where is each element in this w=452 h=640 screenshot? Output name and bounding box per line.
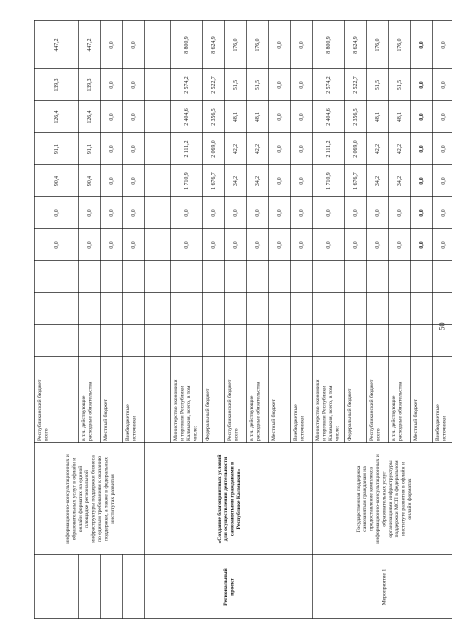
value-cell: 48,1	[375, 111, 382, 123]
value-cell: 0,0	[441, 81, 448, 89]
cell-text-line: Министерство экономики	[315, 379, 322, 441]
value-cell: 51,5	[233, 79, 240, 91]
cell-text-line: поддержки, а также в федеральных	[103, 457, 110, 541]
measure-description	[64, 454, 116, 544]
value-cell: 0,0	[87, 241, 94, 249]
cell-text-line: Федеральный бюджет	[205, 388, 212, 441]
cell-text-line: Федеральный бюджет	[347, 388, 354, 441]
value-cell: 0,0	[441, 113, 448, 121]
value-cell: 0,0	[277, 81, 284, 89]
value-cell: 0,0	[299, 209, 306, 217]
value-cell: 176,0	[233, 38, 240, 52]
value-cell: 0,0	[131, 41, 138, 49]
value-cell: 2 111,2	[326, 140, 333, 158]
value-cell: 0,0	[184, 209, 191, 217]
value-cell: 0,0	[109, 209, 116, 217]
value-cell: 42,2	[397, 143, 404, 155]
value-cell: 0,0	[397, 241, 404, 249]
value-cell: 51,5	[397, 79, 404, 91]
value-cell: 0,0	[255, 209, 262, 217]
value-cell: 0,0	[277, 241, 284, 249]
value-cell: 2 111,2	[184, 140, 191, 158]
value-cell: 51,5	[375, 79, 382, 91]
cell-text-line: Внебюджетные	[435, 404, 442, 441]
cell-text-line: всего	[375, 428, 382, 441]
value-cell: 139,3	[87, 78, 94, 92]
measure-description	[216, 454, 242, 544]
value-cell: 91,1	[54, 143, 61, 155]
value-cell: 0,0	[299, 41, 306, 49]
value-cell: 42,2	[233, 143, 240, 155]
value-cell: 0,0	[131, 177, 138, 185]
value-cell: 0,0	[419, 145, 426, 153]
value-cell: 34,2	[255, 175, 262, 187]
cell-text-line: Государственная поддержка	[355, 465, 362, 533]
cell-text-line: и торговли Республики	[179, 385, 186, 441]
cell-text-line: проект	[229, 578, 236, 596]
value-cell: 0,0	[109, 241, 116, 249]
value-cell: 126,4	[87, 110, 94, 124]
row-group-label	[381, 569, 387, 606]
value-cell: 447,2	[87, 38, 94, 52]
cell-text-line: источники	[131, 415, 138, 441]
value-cell: 176,0	[397, 38, 404, 52]
value-cell: 8 624,9	[353, 36, 360, 54]
value-cell: 0,0	[184, 241, 191, 249]
value-cell: 0,0	[277, 177, 284, 185]
value-cell: 0,0	[419, 113, 426, 121]
value-cell: 0,0	[441, 241, 448, 249]
cell-text-line: для осуществления деятельности	[223, 456, 230, 542]
cell-text-line: Местный бюджет	[413, 399, 420, 441]
value-cell: 34,2	[233, 175, 240, 187]
cell-text-line: в т.ч. действующие	[249, 395, 256, 441]
cell-text-line: «Создание благоприятных условий	[216, 454, 223, 544]
value-cell: 0,0	[419, 209, 426, 217]
cell-text-line: предоставление комплекса	[368, 467, 375, 531]
value-cell: 0,0	[299, 241, 306, 249]
value-cell: 176,0	[375, 38, 382, 52]
cell-text-line: онлайн форматах	[407, 478, 413, 520]
funding-source	[173, 380, 198, 441]
value-cell: 2 069,0	[211, 140, 218, 158]
value-cell: 0,0	[87, 209, 94, 217]
value-cell: 0,0	[233, 209, 240, 217]
cell-text-line: Республиканский бюджет	[227, 379, 234, 441]
cell-text-line: институтах развития	[109, 474, 116, 524]
value-cell: 0,0	[441, 145, 448, 153]
cell-text-line: поддержки МСП в федеральном	[394, 460, 401, 538]
cell-text-line: образовательных услуг	[381, 471, 388, 527]
cell-text-line: числе:	[192, 425, 199, 441]
cell-text-line: в т.ч. действующие	[81, 395, 88, 441]
cell-text-line: самозанятыми гражданами в	[229, 461, 236, 537]
value-cell: 176,0	[255, 38, 262, 52]
cell-text-line: расходные обязательства	[397, 381, 404, 441]
value-cell: 2 356,5	[211, 108, 218, 126]
value-cell: 0,0	[109, 145, 116, 153]
value-cell: 0,0	[131, 145, 138, 153]
funding-source	[412, 399, 419, 441]
value-cell: 0,0	[131, 209, 138, 217]
funding-source	[80, 381, 93, 441]
value-cell: 0,0	[375, 241, 382, 249]
cell-text-line: Мероприятие 1	[381, 568, 388, 606]
cell-text-line: Республиканский бюджет	[369, 379, 376, 441]
value-cell: 0,0	[419, 241, 426, 249]
value-cell: 0,0	[109, 113, 116, 121]
value-cell: 34,2	[397, 175, 404, 187]
value-cell: 0,0	[353, 209, 360, 217]
value-cell: 0,0	[109, 81, 116, 89]
cell-text-line: в т.ч. действующие	[391, 395, 398, 441]
value-cell: 90,4	[87, 175, 94, 187]
value-cell: 1 710,9	[326, 172, 333, 190]
cell-text-line: Внебюджетные	[293, 404, 300, 441]
cell-text-line: Внебюджетные	[125, 404, 132, 441]
funding-source	[292, 404, 305, 441]
value-cell: 90,4	[54, 175, 61, 187]
value-cell: 0,0	[419, 177, 426, 185]
value-cell: 42,2	[255, 143, 262, 155]
value-cell: 2 069,0	[353, 140, 360, 158]
funding-source	[390, 381, 403, 441]
value-cell: 2 574,2	[184, 76, 191, 94]
value-cell: 2 522,7	[211, 76, 218, 94]
value-cell: 42,2	[375, 143, 382, 155]
value-cell: 51,5	[255, 79, 262, 91]
cell-text-line: Местный бюджет	[271, 399, 278, 441]
value-cell: 0,0	[233, 241, 240, 249]
cell-text-line: источники	[441, 415, 448, 441]
measure-description	[356, 454, 413, 544]
value-cell: 1 676,7	[211, 172, 218, 190]
cell-text-line: институте развития в офлайн и	[400, 462, 407, 536]
value-cell: 2 404,6	[184, 108, 191, 126]
value-cell: 2 522,7	[353, 76, 360, 94]
value-cell: 0,0	[353, 241, 360, 249]
cell-text-line: организациями инфраструктуры	[387, 460, 394, 538]
value-cell: 0,0	[211, 209, 218, 217]
value-cell: 0,0	[131, 241, 138, 249]
cell-text-line: по единым требованиям к оказанию	[97, 456, 103, 542]
funding-source	[346, 388, 353, 441]
value-cell: 48,1	[255, 111, 262, 123]
value-cell: 0,0	[211, 241, 218, 249]
funding-source	[124, 404, 137, 441]
cell-text-line: Республике Калмыкия»	[236, 468, 242, 530]
cell-text-line: числе:	[334, 425, 341, 441]
funding-source	[434, 404, 447, 441]
value-cell: 0,0	[255, 241, 262, 249]
value-cell: 0,0	[109, 41, 116, 49]
value-cell: 0,0	[277, 113, 284, 121]
value-cell: 0,0	[277, 209, 284, 217]
funding-source	[226, 379, 239, 441]
cell-text-line: инфраструктуры поддержки бизнеса	[90, 455, 97, 543]
value-cell: 0,0	[419, 81, 426, 89]
funding-source	[36, 379, 49, 441]
cell-text-line: Министерство экономики	[173, 379, 180, 441]
value-cell: 0,0	[441, 177, 448, 185]
cell-text-line: всего	[43, 428, 50, 441]
value-cell: 0,0	[54, 241, 61, 249]
value-cell: 0,0	[277, 145, 284, 153]
value-cell: 0,0	[441, 209, 448, 217]
value-cell: 0,0	[326, 241, 333, 249]
value-cell: 34,2	[375, 175, 382, 187]
value-cell: 0,0	[326, 209, 333, 217]
value-cell: 139,3	[54, 78, 61, 92]
value-cell: 0,0	[419, 41, 426, 49]
cell-text-line: Калмыкия, всего, в том	[185, 385, 192, 441]
value-cell: 0,0	[375, 209, 382, 217]
value-cell: 8 800,9	[184, 36, 191, 54]
cell-text-line: источники	[299, 415, 306, 441]
funding-source	[248, 381, 261, 441]
value-cell: 0,0	[299, 113, 306, 121]
value-cell: 0,0	[299, 81, 306, 89]
cell-text-line: информационно-консультационных и	[65, 454, 71, 544]
value-cell: 126,4	[54, 110, 61, 124]
funding-source	[102, 399, 109, 441]
funding-source	[204, 388, 211, 441]
cell-text-line: всего	[233, 428, 240, 441]
value-cell: 0,0	[54, 209, 61, 217]
cell-text-line: расходные обязательства	[255, 381, 262, 441]
cell-text-line: Местный бюджет	[103, 399, 110, 441]
cell-text-line: площадке региональной	[84, 470, 91, 528]
value-cell: 48,1	[397, 111, 404, 123]
cell-text-line: онлайн форматах на единой	[77, 465, 84, 533]
value-cell: 2 356,5	[353, 108, 360, 126]
value-cell: 2 404,6	[326, 108, 333, 126]
value-cell: 0,0	[441, 41, 448, 49]
value-cell: 48,1	[233, 111, 240, 123]
value-cell: 8 624,9	[211, 36, 218, 54]
value-cell: 0,0	[299, 145, 306, 153]
cell-text-line: и торговли Республики	[321, 385, 328, 441]
value-cell: 0,0	[277, 41, 284, 49]
funding-source	[270, 399, 277, 441]
value-cell: 0,0	[131, 113, 138, 121]
value-cell: 1 676,7	[353, 172, 360, 190]
value-cell: 0,0	[131, 81, 138, 89]
page-number: 50	[437, 322, 447, 331]
value-cell: 447,2	[54, 38, 61, 52]
value-cell: 0,0	[397, 209, 404, 217]
cell-text-line: Региональный	[223, 568, 230, 606]
funding-source	[315, 380, 340, 441]
value-cell: 1 710,9	[184, 172, 191, 190]
value-cell: 91,1	[87, 143, 94, 155]
cell-text-line: образовательных услуг в офлайн и	[71, 457, 78, 541]
cell-text-line: информационно-консультационных и	[375, 454, 381, 544]
value-cell: 2 574,2	[326, 76, 333, 94]
value-cell: 0,0	[299, 177, 306, 185]
cell-text-line: самозанятым гражданам на	[362, 466, 369, 532]
cell-text-line: расходные обязательства	[87, 381, 94, 441]
funding-source	[368, 379, 381, 441]
value-cell: 8 800,9	[326, 36, 333, 54]
cell-text-line: Калмыкия, всего, в том	[327, 385, 334, 441]
value-cell: 0,0	[109, 177, 116, 185]
cell-text-line: Республиканский бюджет	[37, 379, 44, 441]
row-group-label	[222, 568, 235, 606]
